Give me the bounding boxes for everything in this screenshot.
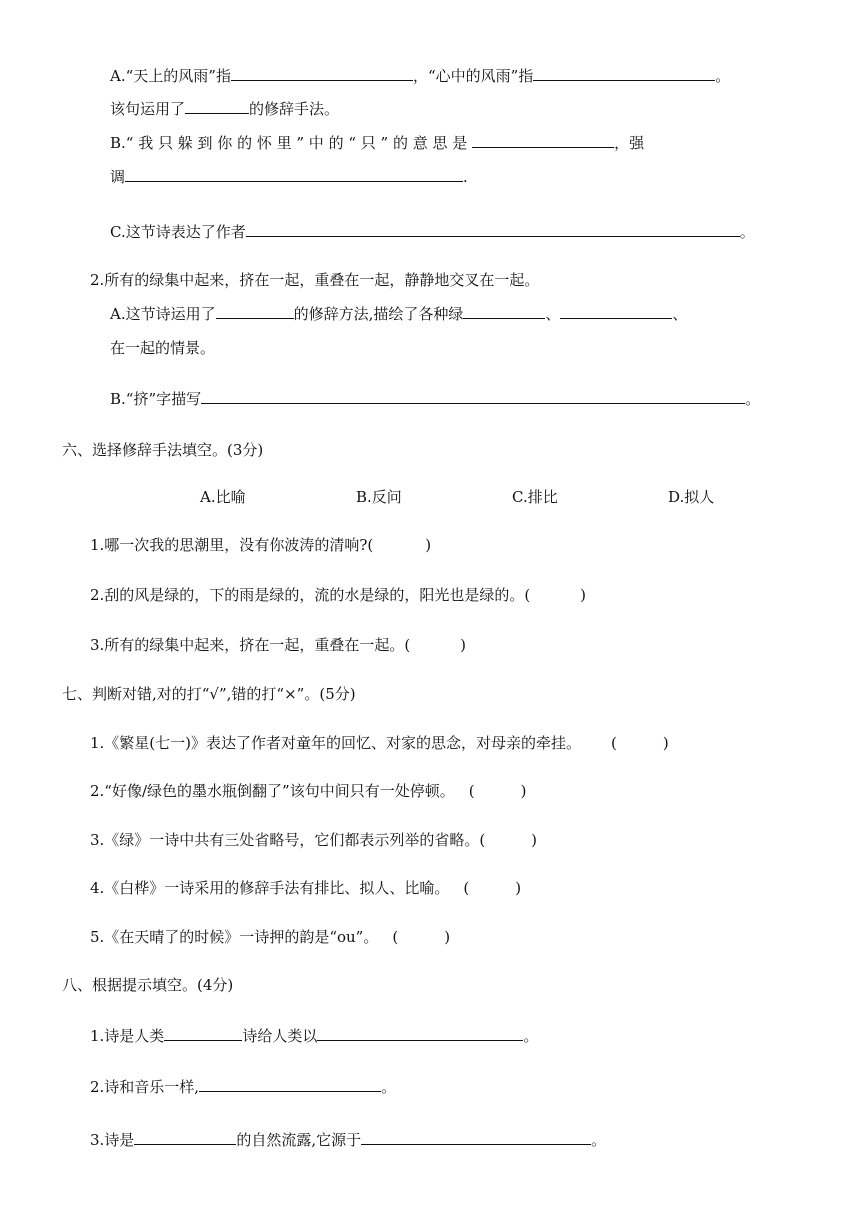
answer-blank[interactable] — [533, 66, 715, 81]
sec7-item-5: 5.《在天晴了的时候》一诗押的韵是“ou”。 ( ) — [90, 928, 451, 946]
sec7-item-1: 1.《繁星(七一)》表达了作者对童年的回忆、对家的思念，对母亲的牵挂。 ( ) — [90, 734, 669, 752]
answer-blank[interactable] — [216, 304, 294, 319]
answer-blank[interactable] — [361, 1130, 591, 1145]
q1b-line2: 调 . — [110, 168, 468, 186]
sec6-item-2: 2.刮的风是绿的，下的雨是绿的，流的水是绿的，阳光也是绿的。( ) — [90, 586, 587, 604]
q1b-line: B.“ 我 只 躲 到 你 的 怀 里 ” 中 的 “ 只 ” 的 意 思 是 ，强 — [110, 134, 645, 152]
q2a-line: A.这节诗运用了 的修辞方法,描绘了各种绿 、 、 — [110, 305, 688, 323]
answer-blank[interactable] — [317, 1026, 523, 1041]
answer-blank[interactable] — [463, 304, 545, 319]
sec7-item-2: 2.“好像/绿色的墨水瓶倒翻了”该句中间只有一处停顿。 ( ) — [90, 782, 527, 800]
answer-blank[interactable] — [134, 1130, 236, 1145]
sec8-item-2: 2.诗和音乐一样, 。 — [90, 1078, 397, 1096]
q2a-line2: 在一起的情景。 — [110, 339, 216, 357]
q2b-line: B.“挤”字描写 。 — [110, 390, 761, 408]
answer-blank[interactable] — [125, 167, 463, 182]
answer-blank[interactable] — [201, 389, 745, 404]
answer-blank[interactable] — [199, 1077, 381, 1092]
option-a: A.比喻 — [200, 488, 246, 506]
section-8-title: 八、根据提示填空。(4分) — [62, 976, 234, 994]
sec8-item-3: 3.诗是 的自然流露,它源于 。 — [90, 1131, 607, 1149]
answer-blank[interactable] — [231, 66, 413, 81]
sec7-item-3: 3.《绿》一诗中共有三处省略号，它们都表示列举的省略。( ) — [90, 831, 538, 849]
answer-blank[interactable] — [246, 222, 740, 237]
option-c: C.排比 — [512, 488, 558, 506]
sec8-item-1: 1.诗是人类 诗给人类以 。 — [90, 1027, 539, 1045]
answer-blank[interactable] — [472, 133, 614, 148]
q1a-line2: 该句运用了 的修辞手法。 — [110, 100, 340, 118]
sec6-item-3: 3.所有的绿集中起来，挤在一起，重叠在一起。( ) — [90, 636, 467, 654]
q1a-line: A.“天上的风雨”指 ，“心中的风雨”指 。 — [110, 67, 731, 85]
answer-blank[interactable] — [560, 304, 672, 319]
q2-text: 2.所有的绿集中起来，挤在一起，重叠在一起，静静地交叉在一起。 — [90, 271, 540, 289]
section-6-title: 六、选择修辞手法填空。(3分) — [62, 441, 264, 459]
answer-blank[interactable] — [164, 1026, 242, 1041]
section-7-title: 七、判断对错,对的打“√”,错的打“×”。(5分) — [62, 685, 356, 703]
answer-blank[interactable] — [185, 99, 249, 114]
option-d: D.拟人 — [668, 488, 715, 506]
option-b: B.反问 — [356, 488, 402, 506]
sec6-item-1: 1.哪一次我的思潮里，没有你波涛的清响?( ) — [90, 536, 432, 554]
sec7-item-4: 4.《白桦》一诗采用的修辞手法有排比、拟人、比喻。 ( ) — [90, 879, 522, 897]
q1c-line: C.这节诗表达了作者 。 — [110, 223, 755, 241]
